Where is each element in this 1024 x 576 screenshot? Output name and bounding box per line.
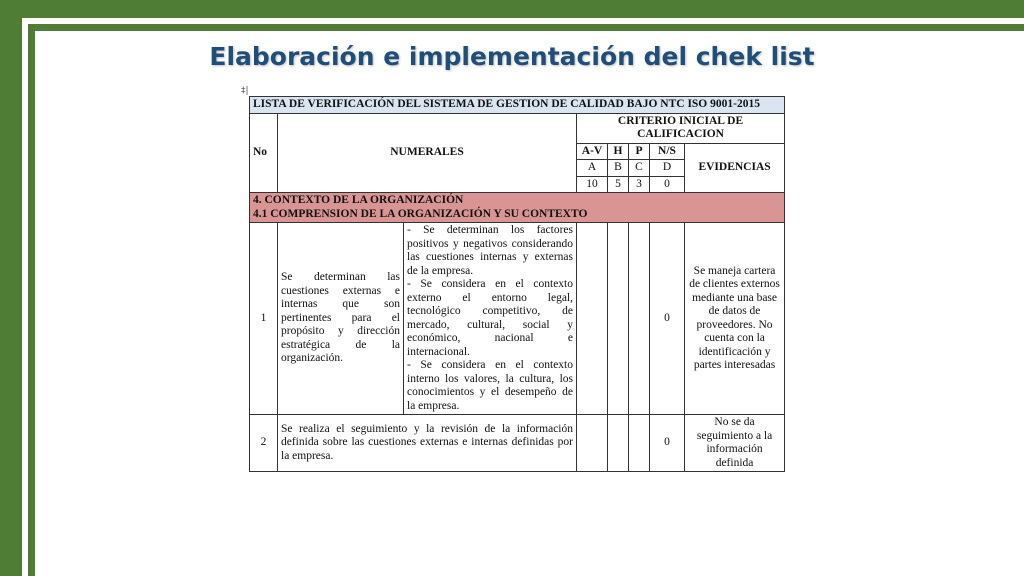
score-cell-a bbox=[577, 415, 608, 472]
slide-title: Elaboración e implementación del chek list bbox=[209, 42, 815, 71]
criterio-code: A-V bbox=[577, 143, 608, 160]
header-row-1 bbox=[250, 113, 785, 143]
frame-top-bar bbox=[0, 0, 1024, 18]
section-line-1: 4. CONTEXTO DE LA ORGANIZACIÓN bbox=[253, 194, 464, 206]
criterio-letter: C bbox=[629, 160, 650, 177]
frame-inner-left-bar bbox=[28, 24, 35, 576]
section-heading bbox=[250, 193, 785, 223]
col-numerales-header: NUMERALES bbox=[278, 113, 577, 193]
table-row bbox=[250, 415, 785, 472]
criterio-header: CRITERIO INICIAL DE CALIFICACION bbox=[577, 113, 785, 143]
checklist-table bbox=[249, 96, 785, 472]
criterio-code: P bbox=[629, 143, 650, 160]
checklist-title: LISTA DE VERIFICACIÓN DEL SISTEMA DE GESTION DE CALIDAD BAJO NTC ISO 9001-2015 bbox=[250, 97, 785, 114]
score-cell-d: 0 bbox=[650, 415, 685, 472]
criterio-points: 5 bbox=[608, 176, 629, 193]
criterio-points: 0 bbox=[650, 176, 685, 193]
col-no-header: No bbox=[250, 113, 278, 193]
criterio-points: 3 bbox=[629, 176, 650, 193]
criterio-code: H bbox=[608, 143, 629, 160]
criterio-letter: A bbox=[577, 160, 608, 177]
score-cell-b bbox=[608, 415, 629, 472]
section-line-2: 4.1 COMPRENSION DE LA ORGANIZACIÓN Y SU CONTEXTO bbox=[253, 207, 588, 220]
criterio-letter: B bbox=[608, 160, 629, 177]
row-evidence: Se maneja cartera de clientes externos mediante una base de datos de proveedores. No cuenta con la identificación y partes interesadas bbox=[685, 223, 785, 415]
row-details bbox=[404, 223, 577, 415]
criterio-letter: D bbox=[650, 160, 685, 177]
table-row bbox=[250, 223, 785, 415]
criterio-points: 10 bbox=[577, 176, 608, 193]
score-cell-d: 0 bbox=[650, 223, 685, 415]
row-detail: - Se considera en el contexto externo el entorno legal, tecnológico competitivo, de mercado, cultural, social y económico, nacional e internacional. bbox=[407, 278, 573, 358]
score-cell-a bbox=[577, 223, 608, 415]
frame-inner-top-bar bbox=[30, 24, 1024, 31]
score-cell-c bbox=[629, 415, 650, 472]
col-evidencias-header: EVIDENCIAS bbox=[685, 143, 785, 193]
score-cell-c bbox=[629, 223, 650, 415]
row-number: 1 bbox=[250, 223, 278, 415]
checklist-title-row bbox=[250, 97, 785, 114]
row-requirement: Se determinan las cuestiones externas e internas que son pertinentes para el propósito y dirección estratégica de la organización. bbox=[278, 223, 404, 415]
row-evidence: No se da seguimiento a la información definida bbox=[685, 415, 785, 472]
row-number: 2 bbox=[250, 415, 278, 472]
row-requirement: Se realiza el seguimiento y la revisión de la información definida sobre las cuestiones externas e internas definidas por la empresa. bbox=[278, 415, 577, 472]
frame-left-bar bbox=[0, 0, 22, 576]
anchor-mark: ‡| bbox=[241, 86, 249, 96]
criterio-code: N/S bbox=[650, 143, 685, 160]
score-cell-b bbox=[608, 223, 629, 415]
row-detail: - Se determinan los factores positivos y negativos considerando las cuestiones internas y externas de la empresa. bbox=[407, 224, 573, 277]
row-detail: - Se considera en el contexto interno los valores, la cultura, los conocimientos y el desempeño de la empresa. bbox=[407, 359, 573, 412]
section-row bbox=[250, 193, 785, 223]
